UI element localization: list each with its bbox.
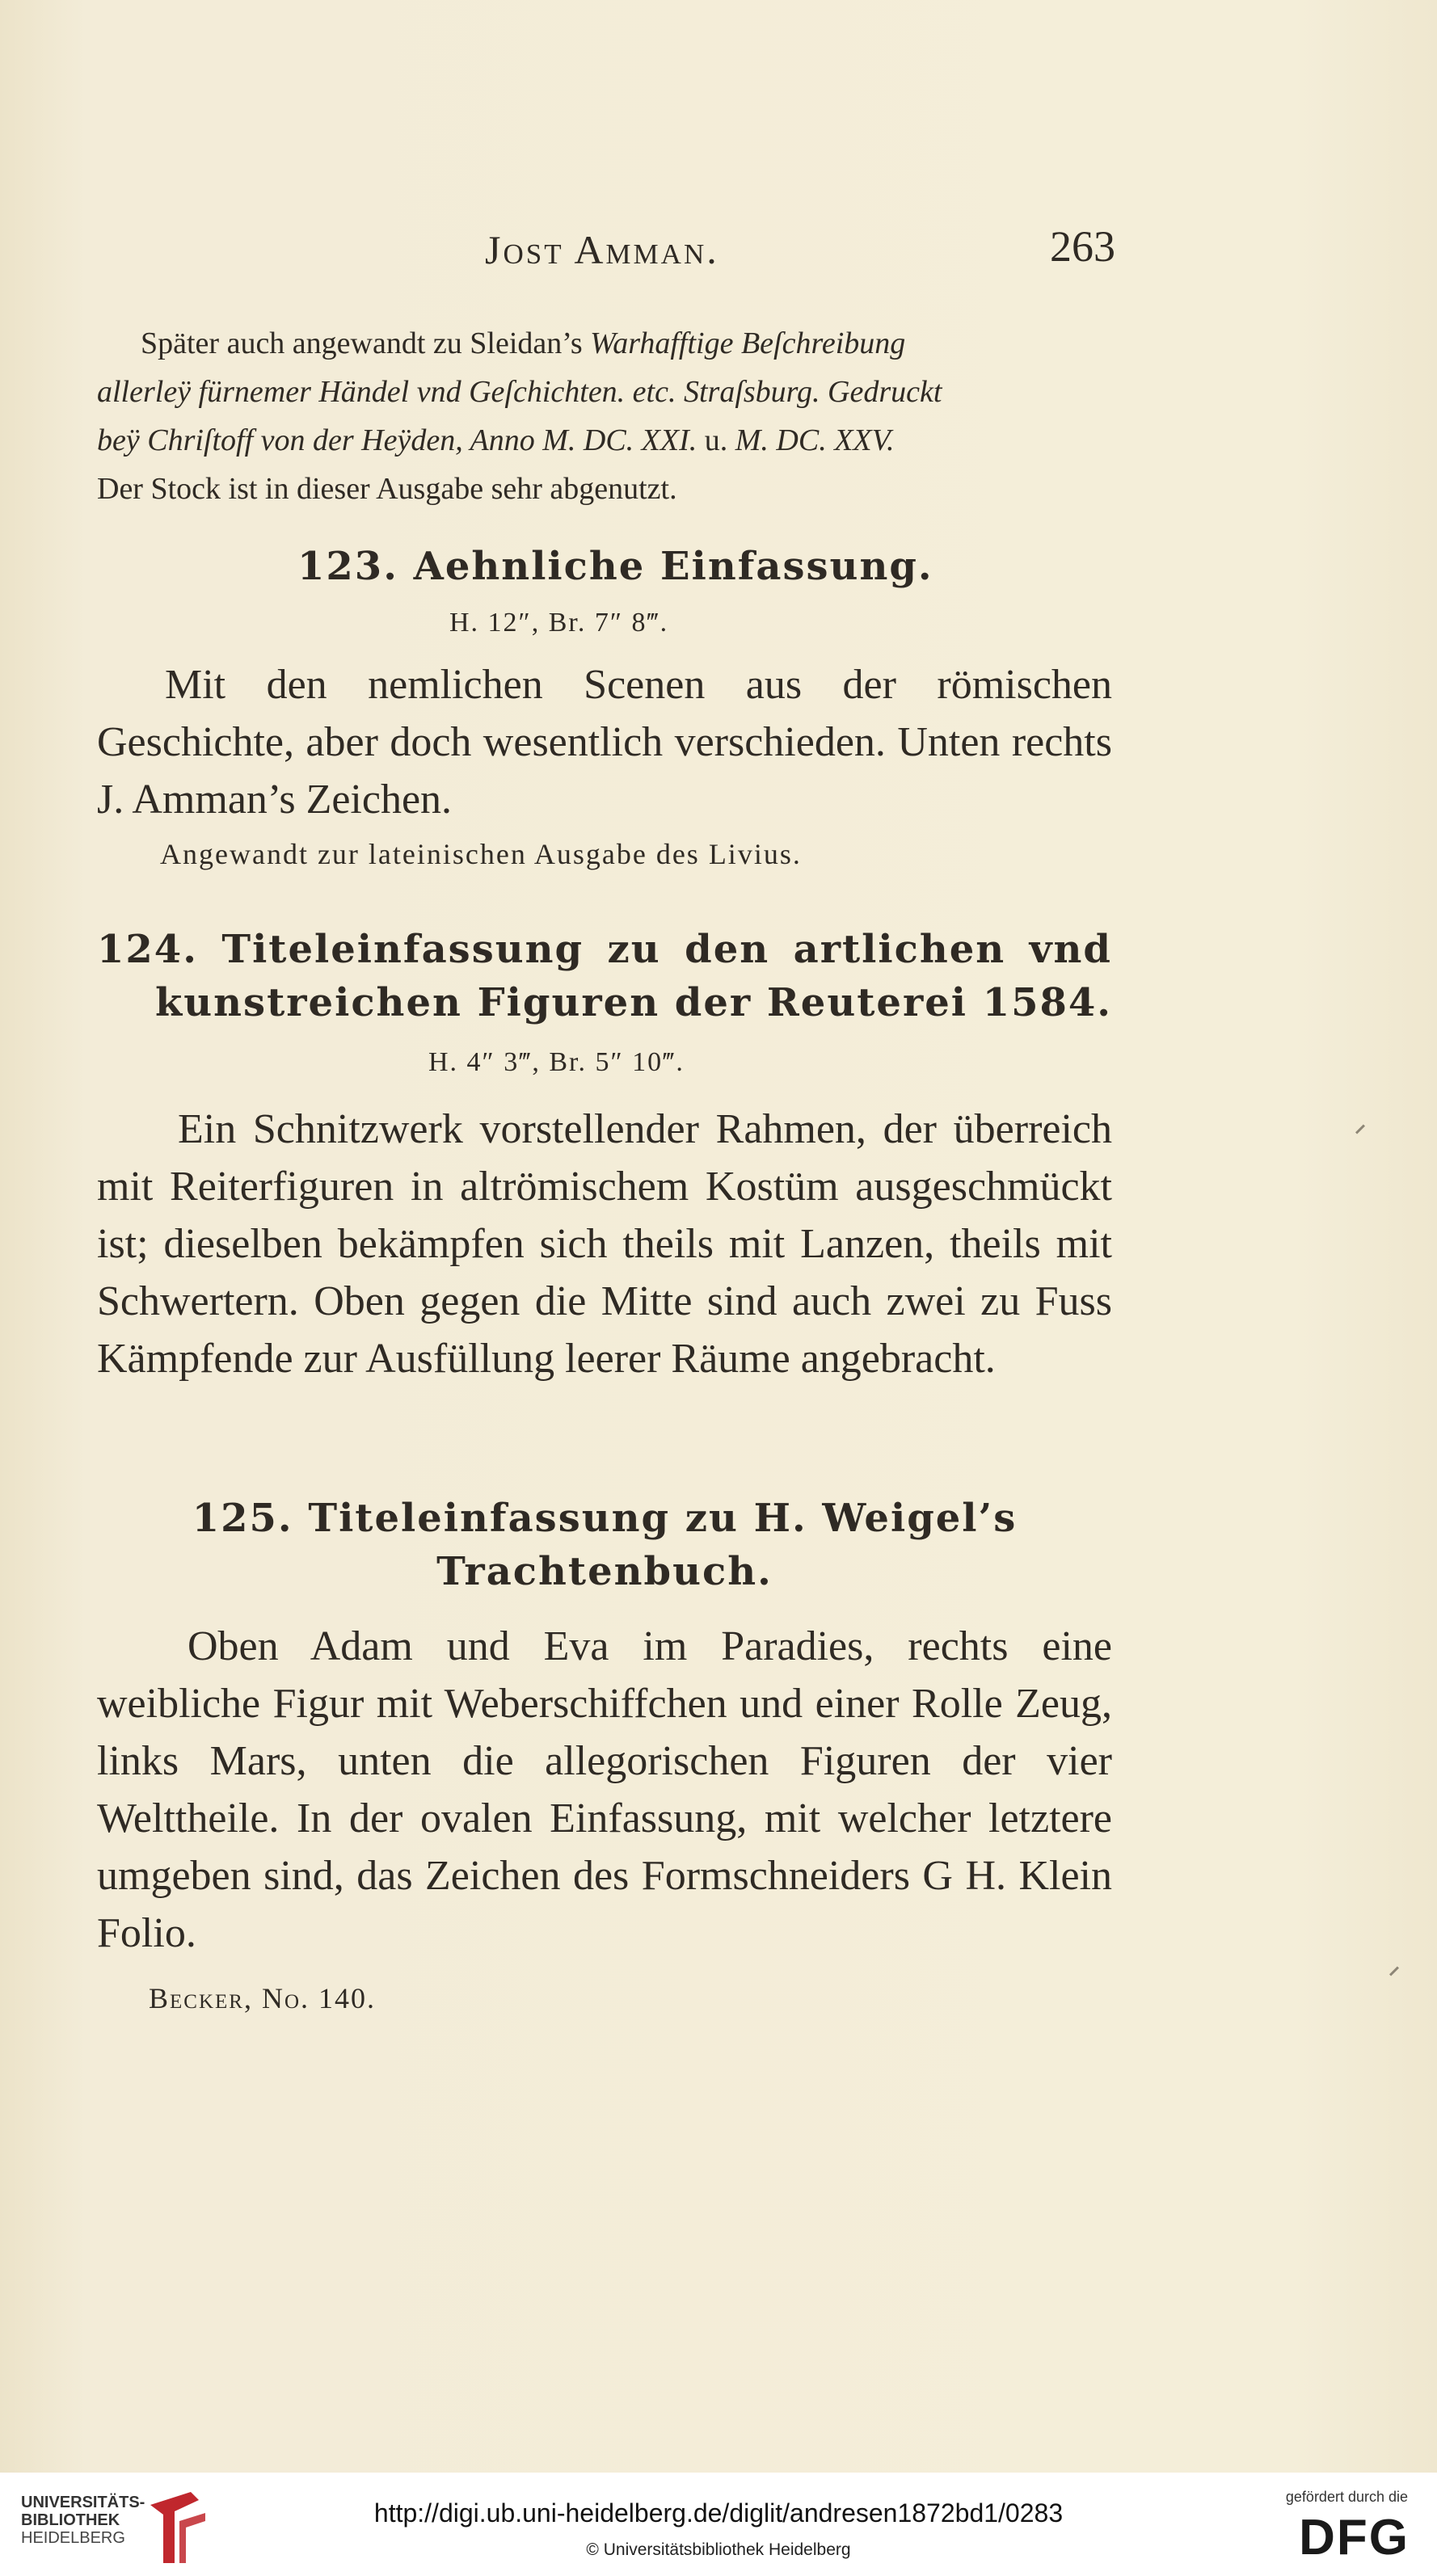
entry-123-dimensions: H. 12″, Br. 7″ 8‴. bbox=[449, 608, 669, 638]
page-number: 263 bbox=[1050, 222, 1115, 271]
entry-124-heading: 124. Titeleinfassung zu den artlichen vnd kunstreichen Figuren der Reuterei 1584. bbox=[97, 927, 1113, 1025]
entry-124-text: Ein Schnitzwerk vorstellender Rahmen, der überreich mit Reiterfiguren in altrömischem Kostüm ausgeschmückt ist; dieselben bekämpfen sich theils mit Lanzen, theils mit Schwertern. Oben gegen die Mitte sind auch zwei zu Fuss Kämpfende zur Ausfüllung leerer Räume angebracht. bbox=[97, 1106, 1112, 1382]
entry-125-text: Oben Adam und Eva im Paradies, rechts eine weibliche Figur mit Weberschiffchen und einer Rolle Zeug, links Mars, unten die allegorischen Figuren der vier Welttheile. In der ovalen Einfassung, mit welcher letztere umgeben sind, das Zeichen des Formschneiders G H. Klein Folio. bbox=[97, 1623, 1112, 1956]
intro-note: Später auch angewandt zu Sleidan’s Warhafftige Beſchreibung allerleÿ fürnemer Händel vnd Geſchichten. etc. Straſsburg. Gedruckt beÿ Chriſtoff von der Heÿden, Anno M. DC. XXI. u. M. DC. XXV. Der Stock ist in dieser Ausgabe sehr abgenutzt. bbox=[97, 326, 942, 506]
funding-label: gefördert durch die bbox=[1285, 2489, 1408, 2505]
entry-124-dimensions: H. 4″ 3‴, Br. 5″ 10‴. bbox=[428, 1047, 685, 1077]
library-logo: UNIVERSITÄTS- BIBLIOTHEK HEIDELBERG bbox=[21, 2494, 215, 2566]
permalink-url[interactable]: http://digi.ub.uni-heidelberg.de/diglit/andresen1872bd1/0283 bbox=[373, 2498, 1064, 2528]
footer-bar bbox=[0, 2473, 1437, 2576]
entry-125-heading: 125. Titeleinfassung zu H. Weigel’s Trachtenbuch. bbox=[192, 1496, 1018, 1594]
entry-125-note: Becker, No. 140. bbox=[149, 1982, 377, 2014]
entry-123-note: Angewandt zur lateinischen Ausgabe des Livius. bbox=[160, 838, 802, 870]
dfg-logo: DFG bbox=[1299, 2510, 1410, 2565]
margin-mark bbox=[1355, 1124, 1365, 1134]
margin-mark bbox=[1389, 1966, 1399, 1976]
entry-123-heading: 123. Aehnliche Einfassung. bbox=[297, 544, 933, 589]
entry-123-text: Mit den nemlichen Scenen aus der römischen Geschichte, aber doch wesentlich verschieden. Unten rechts J. Amman’s Zeichen. bbox=[97, 662, 1112, 823]
copyright-notice: © Universitätsbibliothek Heidelberg bbox=[586, 2540, 851, 2559]
running-head bbox=[97, 218, 1115, 275]
running-title: Jost Amman. bbox=[485, 227, 719, 272]
